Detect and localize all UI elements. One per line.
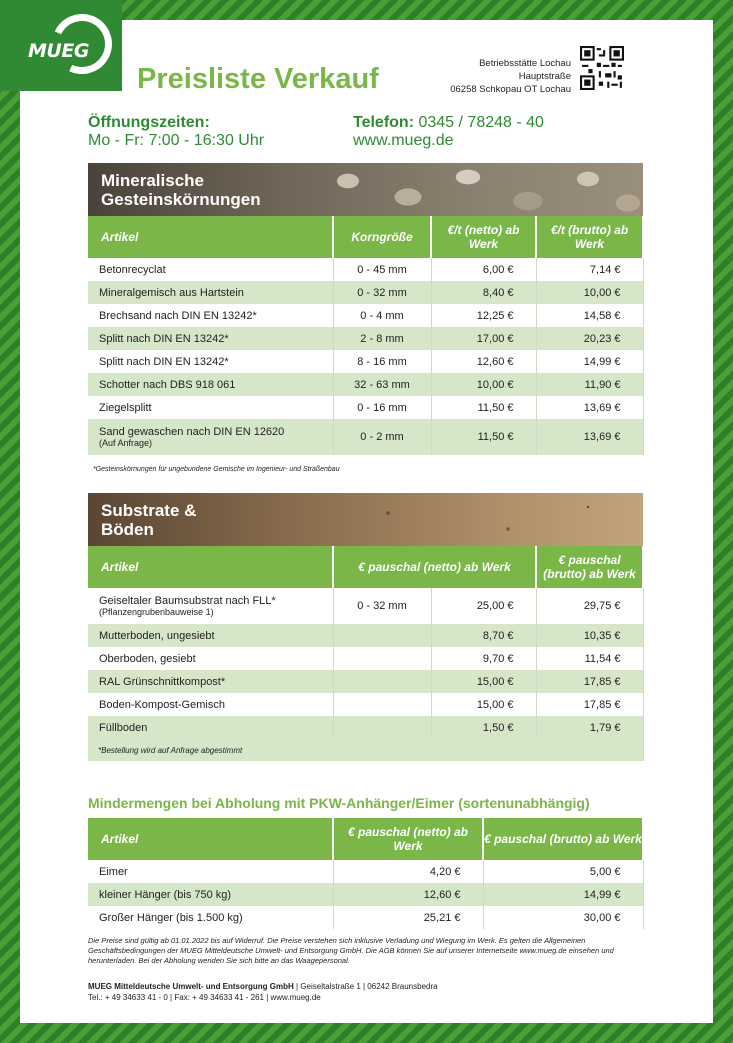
article-cell-text: Geiseltaler Baumsubstrat nach FLL* <box>99 595 276 607</box>
table-header-row <box>88 216 643 258</box>
gross-price-cell-text: 29,75 € <box>583 600 621 612</box>
site-address <box>450 57 571 96</box>
website-link[interactable]: www.mueg.de <box>353 132 454 149</box>
grain-size-cell <box>333 373 431 396</box>
gross-price-cell <box>536 350 643 373</box>
grain-size-cell <box>333 327 431 350</box>
section-title-small-quantities: Mindermengen bei Abholung mit PKW-Anhänger/Eimer (sortenunabhängig) <box>88 795 590 811</box>
grain-size-cell <box>333 304 431 327</box>
table-row <box>88 716 643 739</box>
article-cell <box>88 588 333 624</box>
gross-price-cell <box>536 670 643 693</box>
article-cell <box>88 860 333 883</box>
article-note: (Pflanzengrubenbauweise 1) <box>99 607 214 617</box>
footnote-row <box>88 739 643 761</box>
small-quantities-rows <box>88 860 643 929</box>
section-title-line: Substrate & <box>101 501 197 520</box>
gross-price-cell <box>536 258 643 281</box>
article-cell <box>88 670 333 693</box>
article-cell-text: Großer Hänger (bis 1.500 kg) <box>99 911 243 924</box>
section-title <box>101 501 196 539</box>
grain-size-cell <box>333 693 431 716</box>
mineral-price-table <box>88 216 644 455</box>
footnote: *Gesteinskörnungen für ungebundene Gemische im Ingenieur- und Straßenbau <box>93 466 340 473</box>
net-price-cell-text: 15,00 € <box>476 675 514 688</box>
gross-price-cell <box>536 647 643 670</box>
table-row <box>88 281 643 304</box>
substrate-price-table <box>88 546 644 761</box>
gross-price-cell-text: 10,35 € <box>583 629 621 642</box>
col-header: €/t (netto) ab Werk <box>431 216 536 258</box>
phone-label: Telefon: <box>353 114 415 131</box>
footnote: *Bestellung wird auf Anfrage abgestimmt <box>88 739 643 761</box>
grain-size-cell-text: 0 - 2 mm <box>360 431 404 443</box>
phone-info <box>353 114 544 132</box>
gross-price-cell <box>483 883 643 906</box>
article-cell-text: Mineralgemisch aus Hartstein <box>99 286 244 299</box>
gross-price-cell <box>536 588 643 624</box>
net-price-cell-text: 25,00 € <box>476 600 514 612</box>
table-row <box>88 588 643 624</box>
gross-price-cell <box>536 419 643 455</box>
grain-size-cell-text: 0 - 4 mm <box>360 309 404 322</box>
article-cell-text: Brechsand nach DIN EN 13242* <box>99 309 257 322</box>
grain-size-cell-text: 8 - 16 mm <box>357 355 407 368</box>
legal-notice: Die Preise sind gültig ab 01.01.2022 bis auf Widerruf. Die Preise verstehen sich inklusive Verladung und Wiegung im Werk. Es gelten die Allgemeinen Geschäftsbedingungen der MUEG Mitteldeutsche Umwelt- und Entsorgung GmbH. Die AGB können Sie auf unserer Internetseite www.mueg.de einsehen und herunterladen. Bei der Abholung wenden Sie sich bitte an das Waagepersonal. <box>88 936 614 965</box>
net-price-cell-text: 25,21 € <box>423 911 461 924</box>
col-header: €/t (brutto) ab Werk <box>536 216 643 258</box>
grain-size-cell-text: 0 - 32 mm <box>357 286 407 299</box>
gross-price-cell-text: 1,79 € <box>589 721 621 734</box>
grain-size-cell <box>333 624 431 647</box>
net-price-cell <box>431 304 536 327</box>
section-title-line: Gesteinskörnungen <box>101 190 261 209</box>
table-header-row <box>88 546 643 588</box>
gross-price-cell <box>536 693 643 716</box>
article-cell <box>88 281 333 304</box>
article-cell <box>88 258 333 281</box>
gross-price-cell-text: 11,90 € <box>584 378 621 391</box>
article-cell-text: Oberboden, gesiebt <box>99 652 196 665</box>
table-row <box>88 647 643 670</box>
gross-price-cell-text: 7,14 € <box>589 263 621 276</box>
gross-price-cell <box>536 396 643 419</box>
grain-size-cell <box>333 281 431 304</box>
article-cell-text: Splitt nach DIN EN 13242* <box>99 332 229 345</box>
table-row <box>88 906 643 929</box>
grain-size-cell <box>333 419 431 455</box>
address-line: 06258 Schkopau OT Lochau <box>450 84 571 95</box>
net-price-cell <box>431 670 536 693</box>
col-header: € pauschal (netto) ab Werk <box>333 546 536 588</box>
article-cell-text: Eimer <box>99 865 128 878</box>
net-price-cell <box>333 860 483 883</box>
article-cell-text: Schotter nach DBS 918 061 <box>99 378 236 391</box>
gross-price-cell-text: 14,58 € <box>583 309 621 322</box>
net-price-cell <box>431 624 536 647</box>
table-row <box>88 396 643 419</box>
net-price-cell <box>333 906 483 929</box>
substrate-rows <box>88 588 643 761</box>
section-banner-substrate <box>88 493 643 546</box>
grain-size-cell-text: 0 - 32 mm <box>357 600 407 612</box>
net-price-cell-text: 10,00 € <box>476 378 514 391</box>
article-cell <box>88 373 333 396</box>
table-row <box>88 860 643 883</box>
col-header: Korngröße <box>333 216 431 258</box>
footer-company-line <box>88 981 643 992</box>
table-row <box>88 304 643 327</box>
gross-price-cell-text: 11,54 € <box>584 652 621 665</box>
section-banner-mineral <box>88 163 643 216</box>
net-price-cell-text: 12,25 € <box>476 309 514 322</box>
grain-size-cell-text: 2 - 8 mm <box>360 332 404 345</box>
gross-price-cell-text: 14,99 € <box>583 355 621 368</box>
section-title-line: Mineralische <box>101 171 204 190</box>
gross-price-cell <box>536 304 643 327</box>
article-cell-text: kleiner Hänger (bis 750 kg) <box>99 888 232 901</box>
grain-size-cell-text: 0 - 16 mm <box>357 401 407 414</box>
article-cell <box>88 624 333 647</box>
table-row <box>88 373 643 396</box>
net-price-cell-text: 8,70 € <box>482 629 514 642</box>
net-price-cell-text: 17,00 € <box>476 332 514 345</box>
net-price-cell <box>333 883 483 906</box>
col-header: € pauschal (brutto) ab Werk <box>483 818 643 860</box>
net-price-cell <box>431 327 536 350</box>
article-cell-text: Mutterboden, ungesiebt <box>99 629 215 642</box>
net-price-cell-text: 12,60 € <box>423 888 461 901</box>
gross-price-cell <box>536 716 643 739</box>
grain-size-cell-text: 0 - 45 mm <box>357 263 407 276</box>
grain-size-cell <box>333 670 431 693</box>
col-header: Artikel <box>88 546 333 588</box>
article-cell-text: Füllboden <box>99 721 148 734</box>
net-price-cell <box>431 693 536 716</box>
article-cell <box>88 419 333 455</box>
table-row <box>88 883 643 906</box>
article-cell <box>88 906 333 929</box>
col-header: Artikel <box>88 818 333 860</box>
net-price-cell-text: 1,50 € <box>482 721 514 734</box>
net-price-cell <box>431 350 536 373</box>
address-line: Hauptstraße <box>518 71 571 82</box>
footer-contact: Tel.: + 49 34633 41 - 0 | Fax: + 49 34633 41 - 261 | www.mueg.de <box>88 993 321 1002</box>
table-row <box>88 327 643 350</box>
net-price-cell-text: 6,00 € <box>482 263 514 276</box>
net-price-cell <box>431 647 536 670</box>
gross-price-cell <box>536 281 643 304</box>
article-cell <box>88 883 333 906</box>
gross-price-cell <box>536 373 643 396</box>
article-cell <box>88 350 333 373</box>
article-cell-text: Betonrecyclat <box>99 263 166 276</box>
table-header-row <box>88 818 643 860</box>
grain-size-cell <box>333 258 431 281</box>
gross-price-cell-text: 17,85 € <box>583 675 621 688</box>
footer-address: | Geiseltalstraße 1 | 06242 Braunsbedra <box>293 982 438 991</box>
col-header: € pauschal (brutto) ab Werk <box>536 546 643 588</box>
table-row <box>88 258 643 281</box>
section-title-line: Böden <box>101 520 154 539</box>
grain-size-cell <box>333 647 431 670</box>
article-cell <box>88 327 333 350</box>
gross-price-cell-text: 30,00 € <box>583 911 621 924</box>
net-price-cell <box>431 258 536 281</box>
gross-price-cell-text: 13,69 € <box>583 431 621 443</box>
net-price-cell-text: 11,50 € <box>477 401 514 414</box>
grain-size-cell <box>333 588 431 624</box>
gross-price-cell <box>483 906 643 929</box>
table-row <box>88 419 643 455</box>
page-title: Preisliste Verkauf <box>137 63 379 95</box>
table-row <box>88 624 643 647</box>
net-price-cell <box>431 396 536 419</box>
article-cell <box>88 647 333 670</box>
grain-size-cell <box>333 716 431 739</box>
mineral-rows <box>88 258 643 455</box>
article-cell-text: Boden-Kompost-Gemisch <box>99 698 225 711</box>
net-price-cell-text: 9,70 € <box>482 652 514 665</box>
article-cell-text: Ziegelsplitt <box>99 401 152 414</box>
gross-price-cell <box>483 860 643 883</box>
article-cell-text: Splitt nach DIN EN 13242* <box>99 355 229 368</box>
logo-text: MUEG <box>28 40 89 62</box>
qr-code-icon[interactable] <box>580 46 624 90</box>
company-footer <box>88 981 643 1003</box>
article-cell <box>88 693 333 716</box>
net-price-cell-text: 11,50 € <box>477 431 514 443</box>
net-price-cell <box>431 281 536 304</box>
address-line: Betriebsstätte Lochau <box>479 58 571 69</box>
gross-price-cell-text: 17,85 € <box>583 698 621 711</box>
gross-price-cell <box>536 327 643 350</box>
footer-company: MUEG Mitteldeutsche Umwelt- und Entsorgung GmbH <box>88 982 294 991</box>
net-price-cell <box>431 419 536 455</box>
article-cell-text: RAL Grünschnittkompost* <box>99 675 226 688</box>
net-price-cell-text: 12,60 € <box>476 355 514 368</box>
article-note: (Auf Anfrage) <box>99 438 153 448</box>
phone-number[interactable]: 0345 / 78248 - 40 <box>418 114 544 131</box>
article-cell <box>88 304 333 327</box>
mueg-logo <box>0 0 122 91</box>
net-price-cell <box>431 373 536 396</box>
section-title <box>101 171 261 209</box>
opening-hours-label: Öffnungszeiten: <box>88 114 210 131</box>
table-row <box>88 350 643 373</box>
col-header: Artikel <box>88 216 333 258</box>
gross-price-cell-text: 14,99 € <box>583 888 621 901</box>
net-price-cell <box>431 716 536 739</box>
net-price-cell-text: 15,00 € <box>476 698 514 711</box>
net-price-cell-text: 4,20 € <box>429 865 461 878</box>
article-cell-text: Sand gewaschen nach DIN EN 12620 <box>99 426 285 438</box>
article-cell <box>88 716 333 739</box>
gross-price-cell-text: 10,00 € <box>583 286 621 299</box>
net-price-cell <box>431 588 536 624</box>
gross-price-cell-text: 20,23 € <box>583 332 621 345</box>
table-row <box>88 693 643 716</box>
article-cell <box>88 396 333 419</box>
gross-price-cell <box>536 624 643 647</box>
gross-price-cell-text: 13,69 € <box>583 401 621 414</box>
col-header: € pauschal (netto) ab Werk <box>333 818 483 860</box>
opening-hours-value: Mo - Fr: 7:00 - 16:30 Uhr <box>88 132 265 149</box>
grain-size-cell <box>333 396 431 419</box>
table-row <box>88 670 643 693</box>
grain-size-cell <box>333 350 431 373</box>
grain-size-cell-text: 32 - 63 mm <box>354 378 410 391</box>
gross-price-cell-text: 5,00 € <box>589 865 621 878</box>
small-quantities-table <box>88 818 644 929</box>
net-price-cell-text: 8,40 € <box>482 286 514 299</box>
